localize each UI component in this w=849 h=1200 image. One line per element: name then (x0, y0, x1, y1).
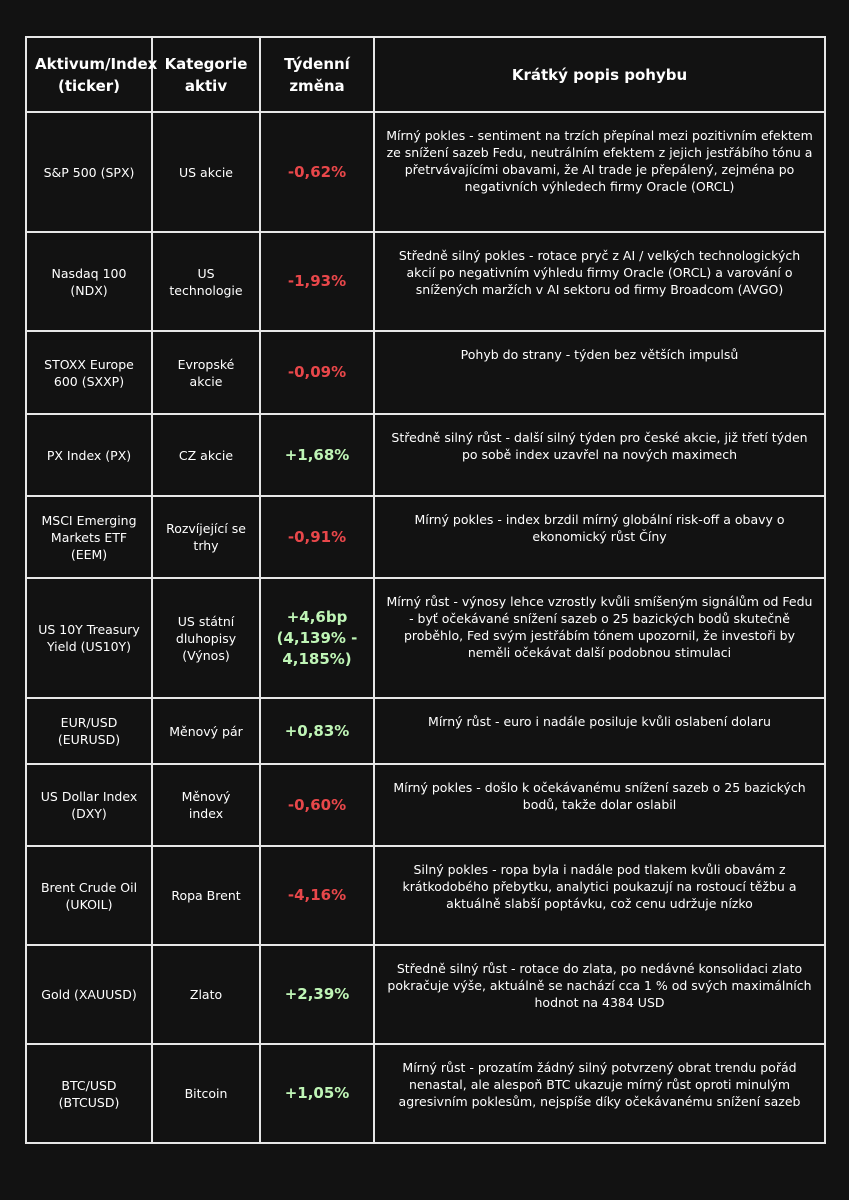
table-row (26, 764, 825, 846)
description-cell: Mírný růst - prozatím žádný silný potvrzený obrat trendu pořád nenastal, ale alespoň BTC ukazuje mírný růst oproti minulým agresivním poklesům, nejspíše díky očekávanému snížení sazeb (374, 1044, 825, 1143)
asset-cell: STOXX Europe 600 (SXXP) (26, 331, 152, 414)
weekly-market-table-container (25, 36, 824, 1144)
description-cell: Mírný růst - euro i nadále posiluje kvůli oslabení dolaru (374, 698, 825, 764)
table-row (26, 698, 825, 764)
table-row (26, 232, 825, 331)
asset-cell: EUR/USD (EURUSD) (26, 698, 152, 764)
category-cell: Bitcoin (152, 1044, 260, 1143)
change-cell: -0,91% (260, 496, 374, 578)
table-row (26, 1044, 825, 1143)
header-change: Týdenní změna (260, 37, 374, 112)
change-cell: +0,83% (260, 698, 374, 764)
change-cell: +1,68% (260, 414, 374, 496)
table-row (26, 846, 825, 945)
category-cell: Měnový pár (152, 698, 260, 764)
description-cell: Středně silný růst - rotace do zlata, po nedávné konsolidaci zlato pokračuje výše, aktuálně se nachází cca 1 % od svých maximálních hodnot na 4384 USD (374, 945, 825, 1044)
header-asset: Aktivum/Index (ticker) (26, 37, 152, 112)
asset-cell: S&P 500 (SPX) (26, 112, 152, 232)
change-cell: -1,93% (260, 232, 374, 331)
description-cell: Mírný růst - výnosy lehce vzrostly kvůli smíšeným signálům od Fedu - byť očekávané snížení sazeb o 25 bazických bodů skutečně proběhlo, Fed svým jestřábím tónem upozornil, že investoři by neměli očekávat další podobnou stimulaci (374, 578, 825, 698)
description-cell: Silný pokles - ropa byla i nadále pod tlakem kvůli obavám z krátkodobého přebytku, analytici poukazují na rostoucí těžbu a aktuálně slabší poptávku, což cenu udržuje nízko (374, 846, 825, 945)
table-row (26, 945, 825, 1044)
description-cell: Středně silný růst - další silný týden pro české akcie, již třetí týden po sobě index uzavřel na nových maximech (374, 414, 825, 496)
change-cell: +4,6bp (4,139% - 4,185%) (260, 578, 374, 698)
asset-cell: PX Index (PX) (26, 414, 152, 496)
category-cell: US technologie (152, 232, 260, 331)
weekly-market-table (25, 36, 826, 1144)
category-cell: Zlato (152, 945, 260, 1044)
table-row (26, 112, 825, 232)
category-cell: US státní dluhopisy (Výnos) (152, 578, 260, 698)
asset-cell: BTC/USD (BTCUSD) (26, 1044, 152, 1143)
change-cell: -0,60% (260, 764, 374, 846)
change-cell: +1,05% (260, 1044, 374, 1143)
asset-cell: Nasdaq 100 (NDX) (26, 232, 152, 331)
table-row (26, 496, 825, 578)
category-cell: Rozvíjející se trhy (152, 496, 260, 578)
description-cell: Středně silný pokles - rotace pryč z AI / velkých technologických akcií po negativním výhledu firmy Oracle (ORCL) a varování o snížených maržích v AI sektoru od firmy Broadcom (AVGO) (374, 232, 825, 331)
category-cell: CZ akcie (152, 414, 260, 496)
header-description: Krátký popis pohybu (374, 37, 825, 112)
table-row (26, 414, 825, 496)
category-cell: Ropa Brent (152, 846, 260, 945)
asset-cell: MSCI Emerging Markets ETF (EEM) (26, 496, 152, 578)
category-cell: US akcie (152, 112, 260, 232)
category-cell: Evropské akcie (152, 331, 260, 414)
description-cell: Pohyb do strany - týden bez větších impulsů (374, 331, 825, 414)
table-row (26, 331, 825, 414)
category-cell: Měnový index (152, 764, 260, 846)
description-cell: Mírný pokles - index brzdil mírný globální risk-off a obavy o ekonomický růst Číny (374, 496, 825, 578)
description-cell: Mírný pokles - sentiment na trzích přepínal mezi pozitivním efektem ze snížení sazeb Fedu, neutrálním efektem z jejich jestřábího tónu a přetrvávajícími obavami, že AI trade je přepálený, zejména po negativních výhledech firmy Oracle (ORCL) (374, 112, 825, 232)
change-cell: -0,62% (260, 112, 374, 232)
table-row (26, 578, 825, 698)
description-cell: Mírný pokles - došlo k očekávanému snížení sazeb o 25 bazických bodů, takže dolar oslabil (374, 764, 825, 846)
asset-cell: Brent Crude Oil (UKOIL) (26, 846, 152, 945)
change-cell: -4,16% (260, 846, 374, 945)
change-cell: -0,09% (260, 331, 374, 414)
change-cell: +2,39% (260, 945, 374, 1044)
asset-cell: US Dollar Index (DXY) (26, 764, 152, 846)
asset-cell: US 10Y Treasury Yield (US10Y) (26, 578, 152, 698)
table-header-row (26, 37, 825, 112)
asset-cell: Gold (XAUUSD) (26, 945, 152, 1044)
header-category: Kategorie aktiv (152, 37, 260, 112)
